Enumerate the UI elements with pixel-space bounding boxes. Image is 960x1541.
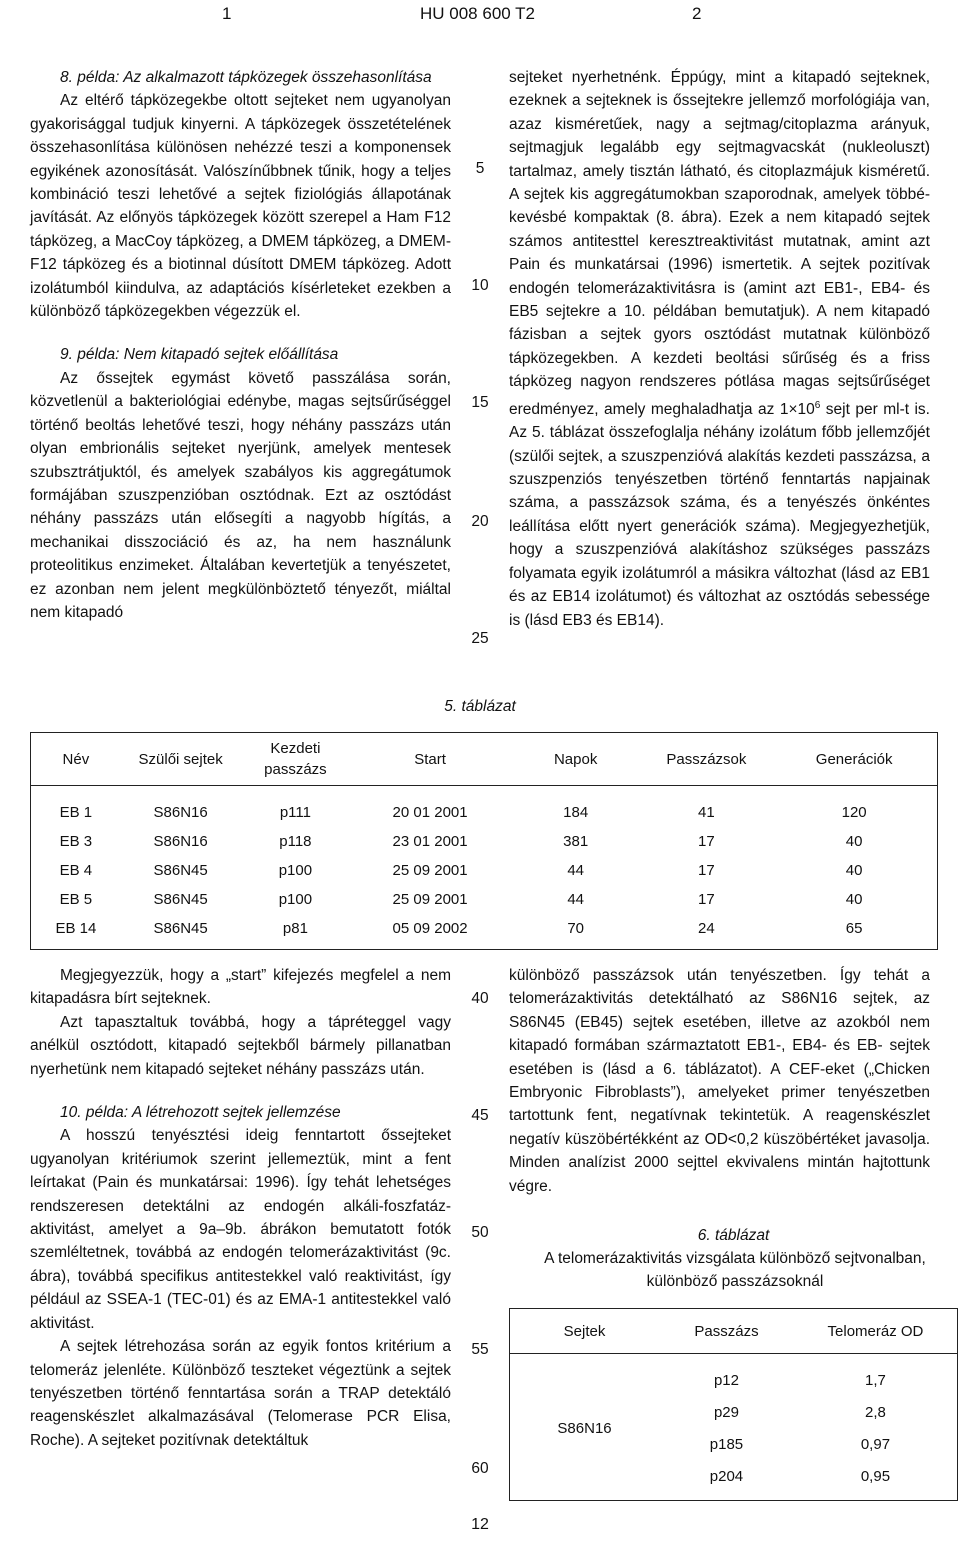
- table-cell: p111: [279, 804, 311, 821]
- table-cell: EB 3: [59, 833, 93, 850]
- table-cell: 23 01 2001: [392, 833, 468, 850]
- table-cell: p100: [278, 891, 313, 908]
- table-cell: 41: [698, 804, 715, 821]
- line-number: 15: [471, 394, 489, 411]
- header-document-id: HU 008 600 T2: [420, 4, 535, 23]
- column-header: Sejtek: [563, 1322, 606, 1340]
- table-cell: 40: [845, 891, 863, 908]
- table-cell: 20 01 2001: [392, 804, 468, 821]
- right-bottom-body: különböző passzázsok után tenyészetben. Így tehát a telomerázaktivitás detektálható az S86N16 sejtek, az S86N45 (EB45) sejtek esetében, illetve az azokból nem kitapadó formában származtatott EB1-, EB4- és EB- sejtek esetében is (lásd a 6. táblázatot). A CEF-eket („Chicken Embryonic Fibroblasts”), amelyeket primer tenyészetben tartottunk fent, negatívnak tekintetük. A reagenskészlet negatív küszöbértékként az OD<0,2 küszöbértéket javasolja. Minden analízist 2000 sejttel ekvivalens mintán hajtottunk végre.: [509, 967, 930, 1195]
- table-cell: 70: [567, 920, 584, 937]
- observation-paragraph: Azt tapasztaltuk továbbá, hogy a tápréteggel vagy anélkül osztódott, kitapadó sejtekből bármely pillanatban nyerhetünk nem kitapadó sejteket néhány passzázs után.: [30, 1013, 451, 1078]
- column-header: Telomeráz OD: [827, 1322, 924, 1340]
- table-cell: S86N16: [153, 833, 208, 850]
- column-header: Passzázsok: [666, 750, 747, 768]
- header-right-number: 2: [692, 4, 702, 23]
- column-header: Név: [62, 750, 90, 768]
- column-header: Generációk: [815, 750, 893, 768]
- line-number: 55: [471, 1341, 489, 1358]
- table-cell: 381: [563, 833, 589, 850]
- table-cell: S86N45: [153, 862, 208, 879]
- column-header: Passzázs: [694, 1322, 759, 1340]
- table-header-row: [31, 733, 938, 786]
- table-cell: 120: [841, 804, 867, 821]
- line-number: 10: [471, 277, 489, 294]
- page-number: 12: [471, 1516, 489, 1533]
- right-column-bottom: [509, 964, 930, 1198]
- table-cell: p81: [282, 920, 308, 937]
- table-6: [509, 1308, 958, 1501]
- table-cell: S86N45: [153, 891, 208, 908]
- table-cell: 24: [698, 920, 715, 937]
- table-cell: p12: [713, 1371, 739, 1389]
- header-left-number: 1: [222, 4, 232, 23]
- density-value: 1×10: [779, 400, 815, 418]
- line-number: 40: [471, 990, 489, 1007]
- table-cell: p185: [709, 1435, 744, 1453]
- table-row: [31, 827, 938, 856]
- line-number: 25: [471, 630, 489, 647]
- table-header-row: [510, 1309, 958, 1354]
- table-row: [31, 914, 938, 943]
- table-cell: 65: [845, 920, 863, 937]
- table-cell: 17: [698, 833, 715, 850]
- column-header: Napok: [553, 750, 598, 768]
- table-cell: EB 4: [59, 862, 93, 879]
- table-row: [31, 856, 938, 885]
- table-6-caption: 6. táblázat: [697, 1227, 770, 1244]
- table-5: [30, 732, 938, 950]
- line-number: 20: [471, 513, 489, 530]
- column-header: Start: [414, 750, 446, 768]
- table-cell: 40: [845, 862, 863, 879]
- column-header: Kezdeti passzázs: [264, 740, 327, 778]
- note-paragraph: Megjegyezzük, hogy a „start” kifejezés megfelel a nem kitapadásra bírt sejteknek.: [30, 967, 451, 1008]
- line-number: 5: [475, 160, 485, 177]
- line-number: 50: [471, 1224, 489, 1241]
- table-cell: EB 14: [55, 920, 97, 937]
- table-row: [31, 885, 938, 914]
- table-cell: 1,7: [865, 1371, 886, 1389]
- table-cell: 2,8: [865, 1403, 886, 1421]
- example-8-title: 8. példa: Az alkalmazott tápközegek összehasonlítása: [60, 69, 432, 86]
- table-row: [510, 1364, 958, 1396]
- table-cell: 05 09 2002: [392, 920, 468, 937]
- left-column-bottom: [30, 964, 451, 1452]
- table-cell: 44: [567, 862, 584, 879]
- line-number: 45: [471, 1107, 489, 1124]
- table-cell: S86N45: [153, 920, 208, 937]
- table-cell: EB 1: [59, 804, 93, 821]
- cell-line-name: S86N16: [557, 1419, 612, 1437]
- table-cell: 25 09 2001: [392, 891, 468, 908]
- example-9-body: Az őssejtek egymást követő passzálása során, közvetlenül a bakteriológiai edénybe, magas sejtsűrűséggel történő beoltás lehetővé teszi, hogy néhány passzázs után olyan embrionális sejteket nyerjünk, amelyek mentesek szubsztrátjuktól, és amelyek szabályos kis aggregátumok formájában szuszpenzióban osztódnak. Ezt az osztódást néhány passzázs után elősegíti a nagyobb hígítás, a mechanikai disszociáció és az, ha nem használunk proteolitikus enzimeket. Általában kevertetjük a tenyészetet, ez azonban nem jelent megkülönböztető tényezőt, miáltal nem kitapadó: [30, 369, 451, 621]
- example-10-body: A hosszú tenyésztési ideig fenntartott őssejteket ugyanolyan kritériumok szerint jellemeztük, mint a fent leírtakat (Pain és munkatársai: 1996). Így tehát lehetséges rendszeresen detektálni az endogén alkáli-foszfatáz-aktivitást, amelyet a 9a–9b. ábrákon bemutatott fotók szemléltetnek, továbbá az endogén telomerázaktivitást (9c. ábra), továbbá specifikus antitestekkel való reaktivitást, így például az SSEA-1 (TEC-01) és az EMA-1 antitestekkel való aktivitást.: [30, 1127, 451, 1332]
- right-top-text-continued: sejt per ml-t is. Az 5. táblázat összefoglalja néhány izolátum főbb jellemzőjét (szülői sejtek, a szuszpenzióvá alakítás kezdeti passzázsa, a szuszpenziós tenyészetben történő fenntartás napjainak száma, a passzázsok száma, és a tenyészés önkéntes leállítása előtt nyert generációk száma). Megjegyezhetjük, hogy a szuszpenzióvá alakításhoz szükséges passzázs folyamata egyik izolátumról a másikra változhat (lásd az EB1 és az EB14 izolátumot) és változhat az osztódás sebessége is (lásd EB3 és EB14).: [509, 400, 930, 629]
- example-10-title: 10. példa: A létrehozott sejtek jellemzése: [60, 1104, 341, 1122]
- table-5-caption: 5. táblázat: [444, 698, 516, 715]
- table-cell: S86N16: [153, 804, 208, 821]
- table-cell: p118: [279, 833, 312, 850]
- example-9-title: 9. példa: Nem kitapadó sejtek előállítása: [60, 346, 339, 364]
- table-cell: 0,97: [860, 1435, 891, 1453]
- right-column-top: [509, 66, 930, 632]
- density-exponent: 6: [814, 399, 821, 411]
- table-cell: 17: [698, 862, 715, 879]
- right-top-body: [509, 66, 930, 632]
- right-top-text: sejteket nyerhetnénk. Éppúgy, mint a kitapadó sejteknek, ezeknek a sejteknek is őssejtekre jellemző morfológiája van, azaz kisméretűek, nagy a sejtmag/citoplazma arányuk, sejtmagjuk legalább egy sejtmagvacskát (nukleoluszt) tartalmaz, amely tisztán látható, és citoplazmájuk kisméretű. A sejtek kis aggregátumokban szaporodnak, amelyek többé-kevésbé kompaktak (8. ábra). Ezek a nem kitapadó sejtek számos antitesttel keresztreaktivitást mutatnak, amint azt Pain és munkatársai (1996) ismertetik. A sejtek pozitívak endogén telomerázaktivitásra is (amint azt EB1-, EB4- és EB5 sejtekre a 10. példában bemutatjuk). A nem kitapadó fázisban a sejtek gyors osztódást mutatnak különböző tápközegekben. A kezdeti beoltási sűrűség és a friss tápközeg nagyon rendszeres pótlása magas sejtsűrűséget eredményez, amely meghaladhatja az: [509, 69, 930, 418]
- table-cell: 25 09 2001: [392, 862, 468, 879]
- telomerase-paragraph: A sejtek létrehozása során az egyik fontos kritérium a telomeráz jelenléte. Különböző teszteket végeztünk a sejtek tenyészetben történő fenntartása során a TRAP detektáló reagenskészlet alkalmazásával (Telomerase PCR Elisa, Roche). A sejteket pozitívnak detektáltuk: [30, 1338, 451, 1449]
- table-cell: 0,95: [860, 1467, 891, 1485]
- table-cell: p100: [278, 862, 313, 879]
- left-column-top: [30, 66, 451, 624]
- table-cell: 184: [563, 804, 589, 821]
- line-number: 60: [471, 1460, 489, 1477]
- column-header: Szülői sejtek: [138, 750, 223, 768]
- table-cell: p204: [709, 1467, 744, 1485]
- table-row: [31, 798, 938, 827]
- example-8-body: Az eltérő tápközegekbe oltott sejteket nem ugyanolyan gyakorisággal tudjuk kinyerni. A tápközegek összetételének összehasonlítása különösen nehézzé teszi a komponensek egyikének azonosítását. Valószínűbbnek tűnik, hogy a teljes kombináció teszi lehetővé a sejtek fiziológiás állapotának javítását. Az előnyös tápközegek között szerepel a Ham F12 tápközeg, a MacCoy tápközeg, a DMEM tápközeg, a DMEM-F12 tápközeg és a biotinnal dúsított DMEM tápközeg. Adott izolátumból kiindulva, az adaptációs kísérleteket ezekben a különböző tápközegekben végezzük el.: [30, 92, 451, 321]
- table-cell: 40: [845, 833, 863, 850]
- table-6-title: A telomerázaktivitás vizsgálata különböző sejtvonalban, különböző passzázsoknál: [544, 1250, 926, 1290]
- table-cell: p29: [713, 1403, 739, 1421]
- table-cell: 44: [567, 891, 584, 908]
- table-cell: 17: [698, 891, 715, 908]
- table-cell: EB 5: [59, 891, 93, 908]
